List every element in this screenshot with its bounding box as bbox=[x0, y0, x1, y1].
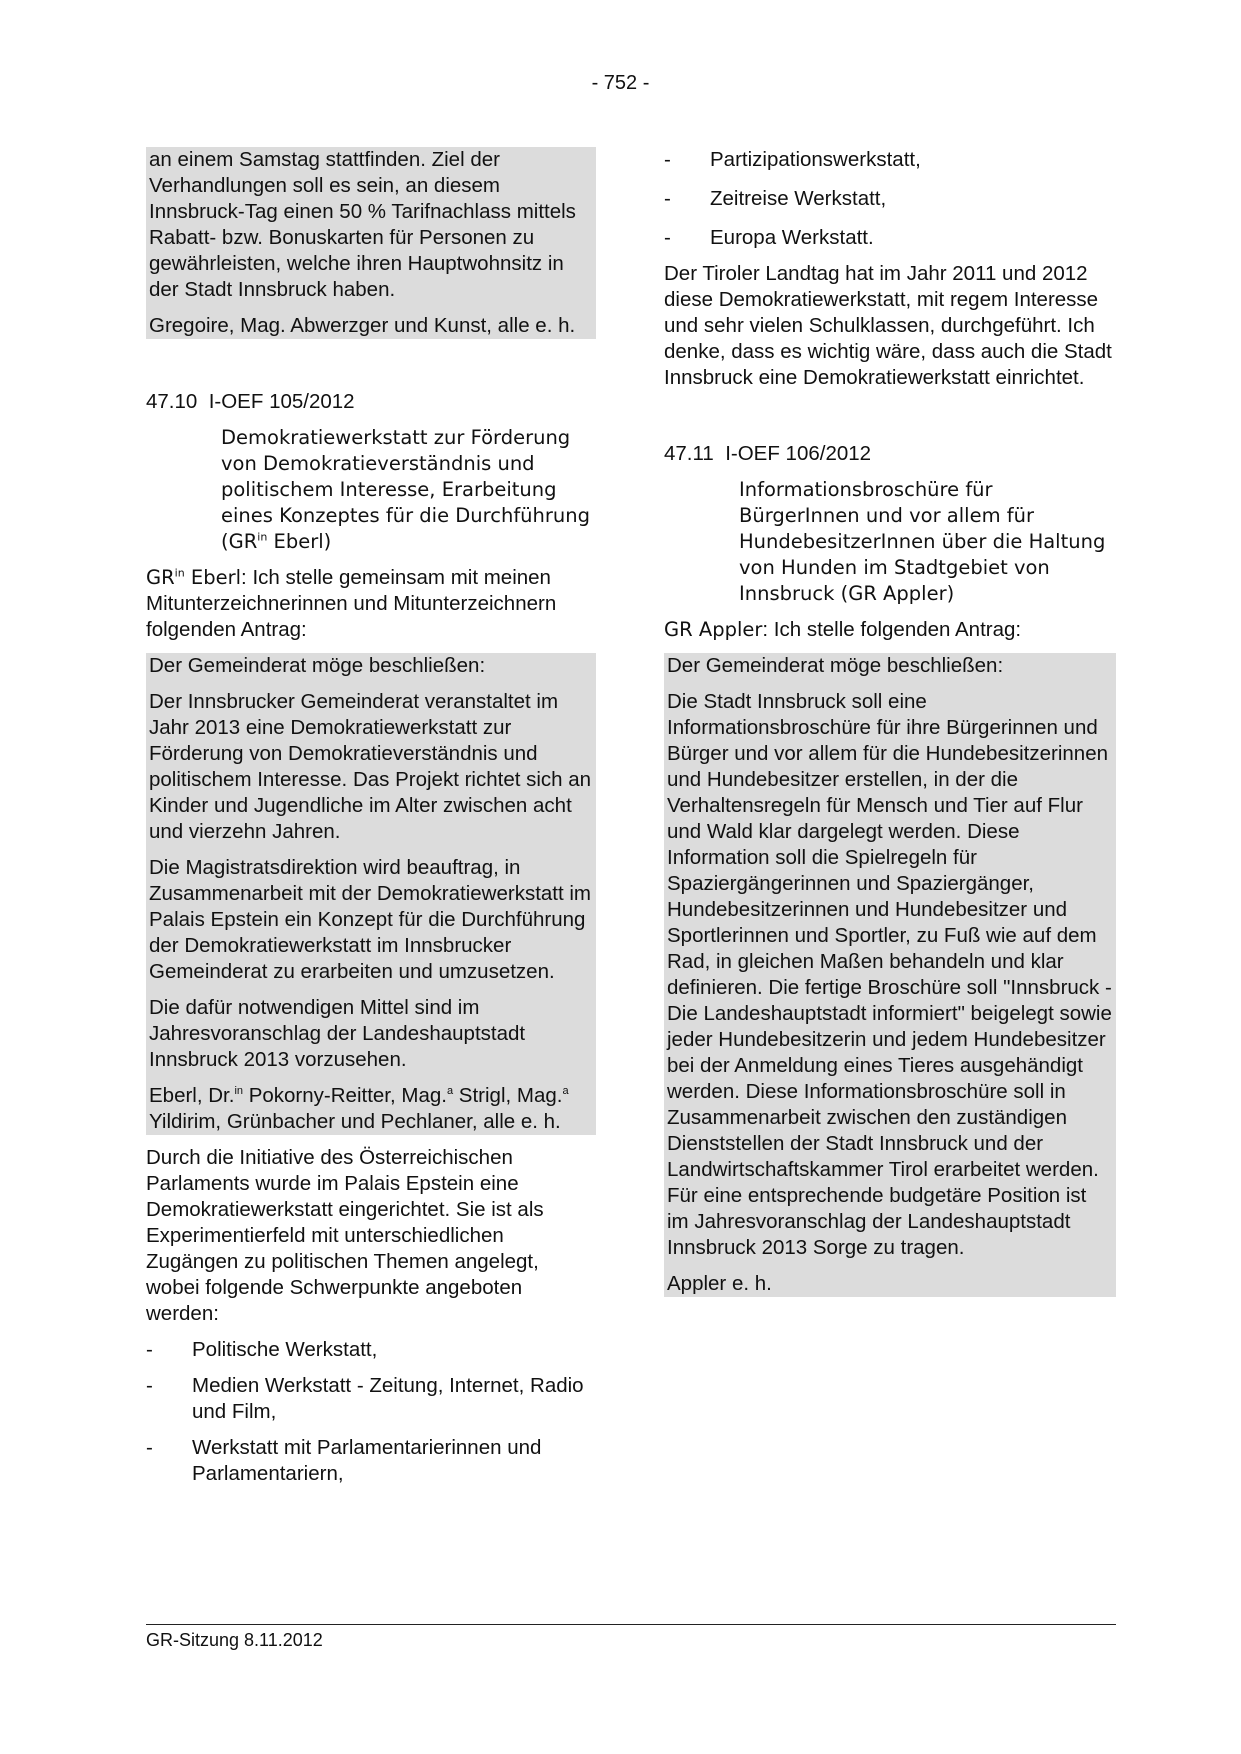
paragraph: Der Tiroler Landtag hat im Jahr 2011 und 2012 diese Demokratiewerkstatt, mit regem Interesse und sehr vielen Schulklassen, durchgeführt. Ich denke, dass es wichtig wäre, dass auch die Stadt Innsbruck eine Demokratiewerkstatt einrichtet. bbox=[664, 262, 1112, 389]
explanation-paragraph: Durch die Initiative des Österreichischen Parlaments wurde im Palais Epstein eine Demokratiewerkstatt eingerichtet. Sie ist als Experimentierfeld mit unterschiedlichen Zugängen zu politischen Themen angelegt, wobei folgende Schwerpunkte angeboten werden: bbox=[146, 1146, 544, 1325]
list-item: - Werkstatt mit Parlamentarierinnen und Parlamentariern, bbox=[146, 1436, 542, 1485]
list-item: - Medien Werkstatt - Zeitung, Internet, Radio und Film, bbox=[146, 1374, 584, 1423]
list-item: - Zeitreise Werkstatt, bbox=[664, 187, 887, 210]
motion-intro: Der Gemeinderat möge beschließen: bbox=[667, 654, 1004, 677]
motion-paragraph: Die Magistratsdirektion wird beauftrag, in Zusammenarbeit mit der Demokratiewerkstatt im Palais Epstein ein Konzept für die Durchführung der Demokratiewerkstatt im Innsbrucker Gemeinderat zu erarbeiten und umzusetzen. bbox=[149, 856, 592, 983]
motion-intro: Der Gemeinderat möge beschließen: bbox=[149, 654, 486, 677]
item-number: 47.10 bbox=[146, 390, 198, 413]
right-column bbox=[664, 147, 1116, 1307]
speaker-name: $GR^{in}$ Eberl bbox=[146, 566, 242, 589]
list-dash: - bbox=[146, 1436, 153, 1459]
footer: GR-Sitzung 8.11.2012 bbox=[146, 1630, 323, 1650]
signers: Gregoire, Mag. Abwerzger und Kunst, alle e. h. bbox=[149, 314, 576, 337]
item-code: I-OEF 105/2012 bbox=[208, 390, 355, 413]
agenda-item-heading bbox=[664, 441, 1116, 467]
item-title: Informationsbroschüre für BürgerInnen und vor allem für HundebesitzerInnen über die Haltung von Hunden im Stadtgebiet von Innsbruck (GR Appler) bbox=[739, 478, 1106, 605]
motion-block-continued bbox=[146, 147, 596, 339]
list-dash: - bbox=[664, 187, 671, 210]
speaker-statement: $GR^{in}$ Eberl: Ich stelle gemeinsam mit meinen Mitunterzeichnerinnen und Mitunterzeichnern folgenden Antrag: bbox=[146, 566, 557, 641]
speaker-statement: GR Appler: Ich stelle folgenden Antrag: bbox=[664, 618, 1022, 641]
list-item: - Politische Werkstatt, bbox=[146, 1338, 378, 1361]
footer-divider bbox=[146, 1624, 1116, 1625]
item-code: I-OEF 106/2012 bbox=[725, 442, 872, 465]
motion-paragraph: Die dafür notwendigen Mittel sind im Jahresvoranschlag der Landeshauptstadt Innsbruck 2013 vorzusehen. bbox=[149, 996, 526, 1071]
motion-block bbox=[664, 653, 1116, 1297]
list-dash: - bbox=[664, 148, 671, 171]
signers: Eberl, Dr.$^{in}$ Pokorny-Reitter, Mag.$^a$ Strigl, Mag.$^a$ Yildirim, Grünbacher und Pechlaner, alle e. h. bbox=[149, 1084, 569, 1133]
list-dash: - bbox=[146, 1374, 153, 1397]
left-column bbox=[146, 147, 596, 1487]
item-title: Demokratiewerkstatt zur Förderung von Demokratieverständnis und politischem Interesse, Erarbeitung eines Konzeptes für die Durchführung ($GR^{in}$ Eberl) bbox=[221, 426, 591, 553]
signature: Appler e. h. bbox=[667, 1272, 772, 1295]
list-dash: - bbox=[664, 226, 671, 249]
list-item: - Europa Werkstatt. bbox=[664, 226, 874, 249]
list-dash: - bbox=[146, 1338, 153, 1361]
motion-block bbox=[146, 653, 596, 1135]
motion-paragraph: Die Stadt Innsbruck soll eine Informationsbroschüre für ihre Bürgerinnen und Bürger und vor allem für die Hundebesitzerinnen und Hundebesitzer erstellen, in der die Verhaltensregeln für Mensch und Tier auf Flur und Wald klar dargelegt werden. Diese Information soll die Spielregeln für Spaziergängerinnen und Spaziergänger, Hundebesitzerinnen und Hundebesitzer und Sportlerinnen und Sportler, zu Fuß wie auf dem Rad, in gleichen Maßen behandeln und klar definieren. Die fertige Broschüre soll "Innsbruck - Die Landeshauptstadt informiert" beigelegt sowie jeder Hundebesitzerin und jedem Hundebesitzer bei der Anmeldung eines Tieres ausgehändigt werden. Diese Informationsbroschüre soll in Zusammenarbeit zwischen den zuständigen Dienststellen der Stadt Innsbruck und der Landwirtschaftskammer Tirol erarbeitet werden. Für eine entsprechende budgetäre Position ist im Jahresvoranschlag der Landeshauptstadt Innsbruck 2013 Sorge zu tragen. bbox=[667, 690, 1112, 1259]
agenda-item-heading bbox=[146, 389, 596, 415]
speaker-name: GR Appler bbox=[664, 618, 763, 641]
motion-paragraph: an einem Samstag stattfinden. Ziel der Verhandlungen soll es sein, an diesem Innsbruck-Tag einen 50 % Tarifnachlass mittels Rabatt- bzw. Bonuskarten für Personen zu gewährleisten, welche ihren Hauptwohnsitz in der Stadt Innsbruck haben. bbox=[149, 148, 576, 301]
page-number: - 752 - bbox=[591, 72, 650, 94]
motion-paragraph: Der Innsbrucker Gemeinderat veranstaltet im Jahr 2013 eine Demokratiewerkstatt zur Förderung von Demokratieverständnis und politischem Interesse. Das Projekt richtet sich an Kinder und Jugendliche im Alter zwischen acht und vierzehn Jahren. bbox=[149, 690, 592, 843]
list-item: - Partizipationswerkstatt, bbox=[664, 148, 921, 171]
item-number: 47.11 bbox=[664, 442, 714, 465]
